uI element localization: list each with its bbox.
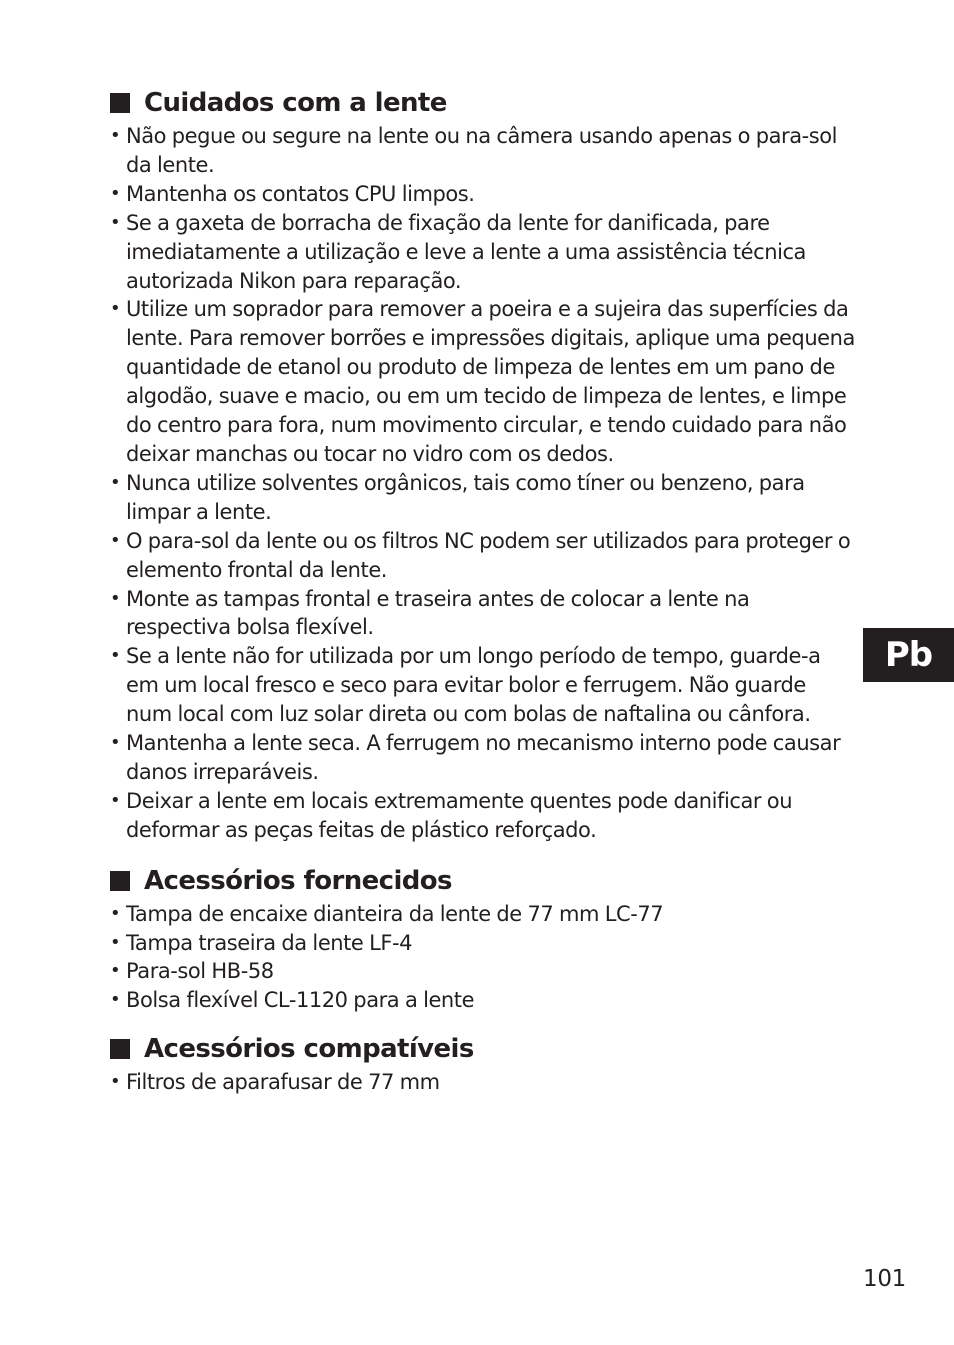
- page-content: [110, 84, 855, 1097]
- supplied-accessories-list: [110, 900, 855, 1016]
- bullet-icon: •: [110, 471, 121, 493]
- bullet-icon: •: [110, 789, 121, 811]
- section-heading-care: [110, 84, 855, 122]
- bullet-icon: •: [110, 211, 121, 233]
- compatible-accessories-list: [110, 1068, 855, 1097]
- bullet-icon: •: [110, 587, 121, 609]
- section-title: Acessórios compatíveis: [144, 1034, 474, 1065]
- bullet-icon: •: [110, 125, 121, 146]
- bullet-icon: •: [110, 902, 121, 924]
- list-item: • Tampa traseira da lente LF-4: [110, 929, 855, 958]
- list-item: • Deixar a lente em locais extremamente quentes pode danificar ou deformar as peças feitas de plástico reforçado.: [110, 788, 793, 842]
- list-item: • Utilize um soprador para remover a poeira e a sujeira das superfícies da lente. Para remover borrões e impressões digitais, aplique uma pequena quantidade de etanol ou produto de limpeza de lentes em um pano de algodão, suave e macio, ou em um tecido de limpeza de lentes, e limpe do centro para fora, num movimento circular, e tendo cuidado para não deixar manchas ou tocar no vidro com os dedos.: [110, 297, 855, 466]
- list-item: • Filtros de aparafusar de 77 mm: [110, 1068, 855, 1097]
- bullet-icon: •: [110, 732, 121, 754]
- list-item: • Monte as tampas frontal e traseira antes de colocar a lente na respectiva bolsa flexível.: [110, 586, 750, 640]
- list-item: • Bolsa flexível CL-1120 para a lente: [110, 986, 855, 1015]
- bullet-icon: •: [110, 1071, 121, 1093]
- bullet-icon: •: [110, 645, 121, 667]
- list-item: • Mantenha a lente seca. A ferrugem no mecanismo interno pode causar danos irreparáveis.: [110, 731, 841, 784]
- page-number: 101: [863, 1266, 906, 1292]
- list-item: • Tampa de encaixe dianteira da lente de 77 mm LC-77: [110, 900, 855, 929]
- care-list: [110, 122, 855, 845]
- list-item: • Mantenha os contatos CPU limpos.: [110, 180, 855, 209]
- list-item: • Se a lente não for utilizada por um longo período de tempo, guarde-a em um local fresco e seco para evitar bolor e ferrugem. Não guarde num local com luz solar direta ou com bolas de naftalina ou cânfora.: [110, 644, 821, 727]
- section-heading-compatible: [110, 1030, 855, 1068]
- list-item: • Para-sol HB-58: [110, 957, 855, 986]
- list-item: • Se a gaxeta de borracha de fixação da lente for danificada, pare imediatamente a utilização e leve a lente a uma assistência técnica autorizada Nikon para reparação.: [110, 210, 806, 293]
- bullet-icon: •: [110, 529, 121, 551]
- language-tab: Pb: [863, 628, 954, 682]
- bullet-icon: •: [110, 182, 121, 204]
- bullet-icon: •: [110, 298, 121, 320]
- bullet-icon: •: [110, 960, 121, 982]
- bullet-icon: •: [110, 989, 121, 1011]
- section-square-icon: [110, 1039, 130, 1059]
- list-item: • Não pegue ou segure na lente ou na câmera usando apenas o para-sol da lente.: [110, 124, 838, 177]
- list-item: • Nunca utilize solventes orgânicos, tais como tíner ou benzeno, para limpar a lente.: [110, 470, 805, 524]
- section-title: Acessórios fornecidos: [144, 865, 452, 896]
- section-square-icon: [110, 93, 130, 113]
- bullet-icon: •: [110, 931, 121, 953]
- section-square-icon: [110, 871, 130, 891]
- section-heading-supplied: [110, 862, 855, 900]
- list-item: • O para-sol da lente ou os filtros NC podem ser utilizados para proteger o elemento frontal da lente.: [110, 528, 851, 582]
- section-title: Cuidados com a lente: [144, 88, 447, 118]
